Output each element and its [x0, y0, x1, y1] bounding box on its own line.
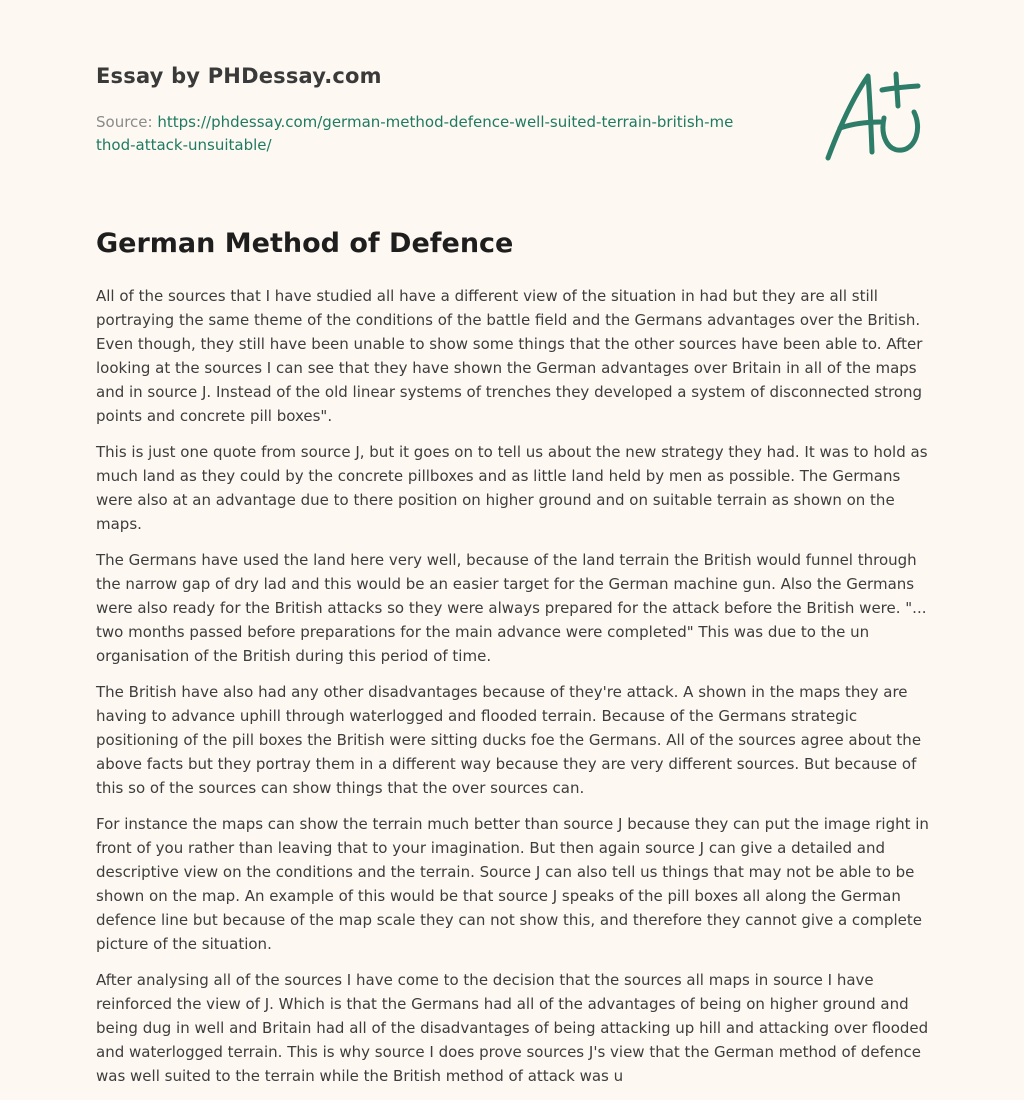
paragraph: All of the sources that I have studied all have a different view of the situation in had but they are all still portraying the same theme of the conditions of the battle field and the Germans advantages over the British. Even though, they still have been unable to show some things that the other sources have been able to. After looking at the sources I can see that they have shown the German advantages over Britain in all of the maps and in source J. Instead of the old linear systems of trenches they developed a system of disconnected strong points and concrete pill boxes". — [96, 287, 923, 425]
article-body — [96, 284, 930, 1100]
article-title: German Method of Defence — [96, 228, 514, 259]
paragraph: After analysing all of the sources I have come to the decision that the sources all maps in source I have reinforced the view of J. Which is that the Germans had all of the advantages of being on higher ground and being dug in well and Britain had all of the disadvantages of being attacking up hill and attacking over flooded and waterlogged terrain. This is why source I does prove sources J's view that the German method of defence was well suited to the terrain while the British method of attack was u — [96, 971, 929, 1085]
a-plus-grade-icon — [818, 66, 930, 166]
paragraph: The Germans have used the land here very well, because of the land terrain the British would funnel through the narrow gap of dry lad and this would be an easier target for the German machine gun. Also the Germans were also ready for the British attacks so they were always prepared for the attack before the British were. "... two months passed before preparations for the main advance were completed" This was due to the un organisation of the British during this period of time. — [96, 551, 927, 665]
site-title: Essay by PHDessay.com — [96, 64, 382, 88]
paragraph: For instance the maps can show the terrain much better than source J because they can put the image right in front of you rather than leaving that to your imagination. But then again source J can give a detailed and descriptive view on the conditions and the terrain. Source J can also tell us things that may not be able to be shown on the map. An example of this would be that source J speaks of the pill boxes all along the German defence line but because of the map scale they can not show this, and therefore they cannot give a complete picture of the situation. — [96, 815, 929, 953]
paragraph: The British have also had any other disadvantages because of they're attack. A shown in the maps they are having to advance uphill through waterlogged and flooded terrain. Because of the Germans strategic positioning of the pill boxes the British were sitting ducks foe the Germans. All of the sources agree about the above facts but they portray them in a different way because they are very different sources. But because of this so of the sources can show things that the over sources can. — [96, 683, 922, 797]
source-link[interactable]: https://phdessay.com/german-method-defence-well-suited-terrain-british-method-attack-unsuitable/ — [96, 113, 734, 154]
source-label: Source: — [96, 113, 158, 131]
paragraph: This is just one quote from source J, but it goes on to tell us about the new strategy they had. It was to hold as much land as they could by the concrete pillboxes and as little land held by men as possible. The Germans were also at an advantage due to there position on higher ground and on suitable terrain as shown on the maps. — [96, 443, 928, 533]
source-line — [96, 111, 736, 157]
